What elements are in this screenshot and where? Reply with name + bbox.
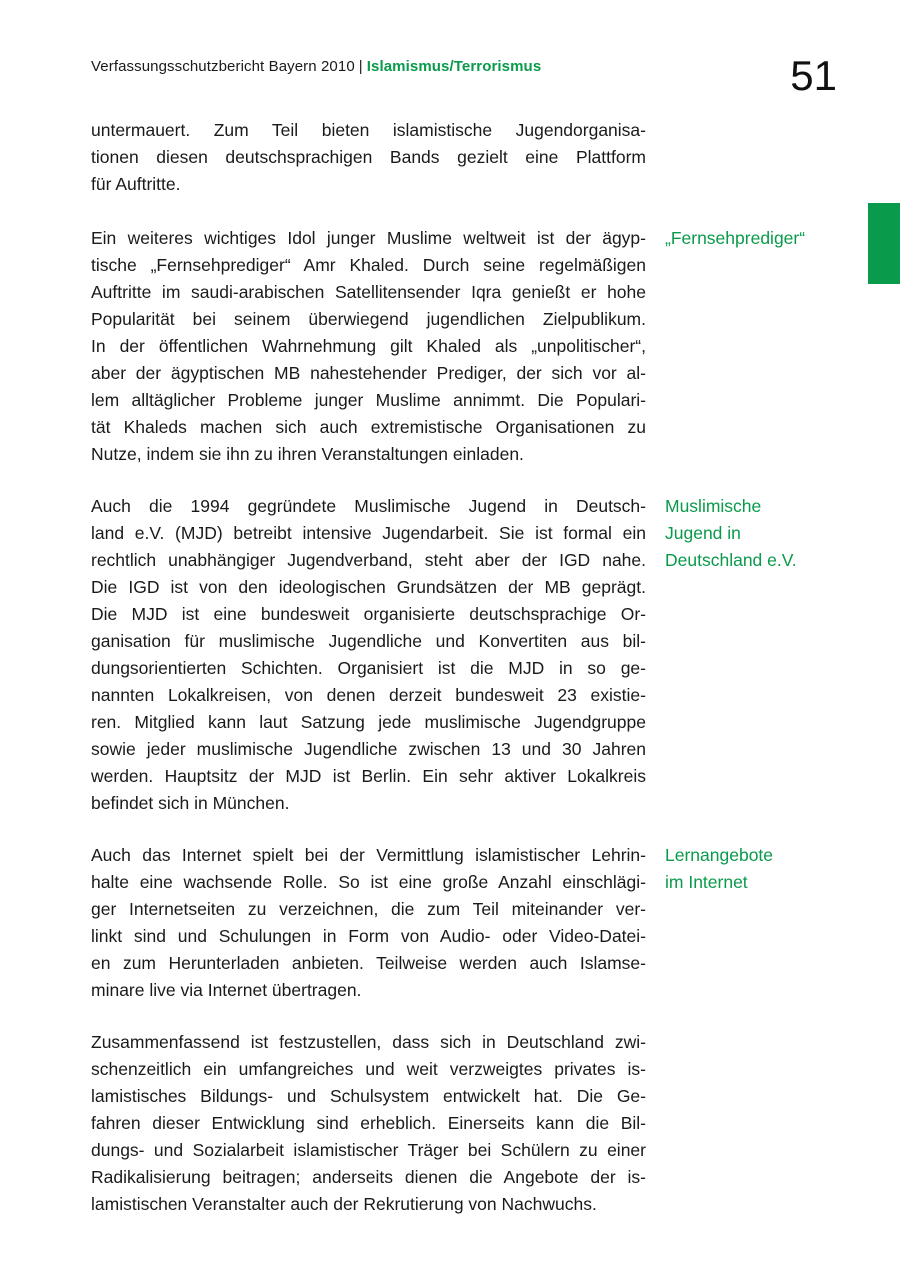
margin-note-line: im Internet bbox=[665, 872, 748, 892]
text-line: Die IGD ist von den ideologischen Grundsätzen der MB geprägt. bbox=[91, 577, 646, 597]
text-line: land e.V. (MJD) betreibt intensive Jugendarbeit. Sie ist formal ein bbox=[91, 523, 646, 543]
text-line: ren. Mitglied kann laut Satzung jede muslimische Jugendgruppe bbox=[91, 712, 646, 732]
text-line: schenzeitlich ein umfangreiches und weit verzweigtes privates is- bbox=[91, 1059, 646, 1079]
margin-note-line: Lernangebote bbox=[665, 845, 774, 865]
running-header bbox=[91, 58, 541, 75]
text-line: untermauert. Zum Teil bieten islamistische Jugendorganisa- bbox=[91, 120, 646, 140]
text-line: lamistischen Veranstalter auch der Rekrutierung von Nachwuchs. bbox=[91, 1194, 597, 1214]
text-line: linkt sind und Schulungen in Form von Audio- oder Video-Datei- bbox=[91, 926, 646, 946]
text-line: lem alltäglicher Probleme junger Muslime annimmt. Die Populari- bbox=[91, 390, 646, 410]
text-line: aber der ägyptischen MB nahestehender Prediger, der sich vor al- bbox=[91, 363, 646, 383]
text-line: tische „Fernsehprediger“ Amr Khaled. Durch seine regelmäßigen bbox=[91, 255, 646, 275]
text-line: befindet sich in München. bbox=[91, 793, 290, 813]
text-line: halte eine wachsende Rolle. So ist eine große Anzahl einschlägi- bbox=[91, 872, 646, 892]
text-line: dungsorientierten Schichten. Organisiert ist die MJD in so ge- bbox=[91, 658, 646, 678]
text-line: In der öffentlichen Wahrnehmung gilt Khaled als „unpolitischer“, bbox=[91, 336, 646, 356]
paragraph-1 bbox=[91, 117, 646, 198]
text-line: rechtlich unabhängiger Jugendverband, steht aber der IGD nahe. bbox=[91, 550, 646, 570]
paragraph-4 bbox=[91, 842, 646, 1004]
text-line: Nutze, indem sie ihn zu ihren Veranstaltungen einladen. bbox=[91, 444, 524, 464]
text-line: werden. Hauptsitz der MJD ist Berlin. Ein sehr aktiver Lokalkreis bbox=[91, 766, 646, 786]
chapter-tab-marker bbox=[868, 203, 900, 284]
text-line: Radikalisierung beitragen; anderseits dienen die Angebote der is- bbox=[91, 1167, 646, 1187]
header-separator: | bbox=[358, 58, 363, 75]
publication-title: Verfassungsschutzbericht Bayern 2010 bbox=[91, 58, 355, 75]
text-line: nannten Lokalkreisen, von denen derzeit bundesweit 23 existie- bbox=[91, 685, 646, 705]
text-line: tät Khaleds machen sich auch extremistische Organisationen zu bbox=[91, 417, 646, 437]
text-line: Auch das Internet spielt bei der Vermittlung islamistischer Lehrin- bbox=[91, 845, 646, 865]
margin-note-line: Muslimische bbox=[665, 496, 762, 516]
margin-note-line: „Fernsehprediger“ bbox=[665, 228, 806, 248]
text-line: dungs- und Sozialarbeit islamistischer Träger bei Schülern zu einer bbox=[91, 1140, 646, 1160]
text-line: Auftritte im saudi-arabischen Satellitensender Iqra genießt er hohe bbox=[91, 282, 646, 302]
page-number: 51 bbox=[790, 52, 837, 99]
text-line: Ein weiteres wichtiges Idol junger Muslime weltweit ist der ägyp- bbox=[91, 228, 646, 248]
text-line: fahren dieser Entwicklung sind erheblich. Einerseits kann die Bil- bbox=[91, 1113, 646, 1133]
margin-note-fernsehprediger bbox=[665, 225, 865, 252]
text-line: en zum Herunterladen anbieten. Teilweise werden auch Islamse- bbox=[91, 953, 646, 973]
text-line: ganisation für muslimische Jugendliche und Konvertiten aus bil- bbox=[91, 631, 646, 651]
text-line: tionen diesen deutschsprachigen Bands gezielt eine Plattform bbox=[91, 147, 646, 167]
paragraph-5 bbox=[91, 1029, 646, 1218]
paragraph-3 bbox=[91, 493, 646, 817]
paragraph-2 bbox=[91, 225, 646, 468]
section-title: Islamismus/Terrorismus bbox=[366, 58, 542, 75]
text-line: lamistisches Bildungs- und Schulsystem entwickelt hat. Die Ge- bbox=[91, 1086, 646, 1106]
text-line: sowie jeder muslimische Jugendliche zwischen 13 und 30 Jahren bbox=[91, 739, 646, 759]
text-line: Die MJD ist eine bundesweit organisierte deutschsprachige Or- bbox=[91, 604, 646, 624]
margin-note-lernangebote bbox=[665, 842, 865, 896]
margin-note-mjd bbox=[665, 493, 865, 574]
text-line: für Auftritte. bbox=[91, 174, 181, 194]
text-line: Zusammenfassend ist festzustellen, dass sich in Deutschland zwi- bbox=[91, 1032, 646, 1052]
margin-note-line: Deutschland e.V. bbox=[665, 550, 797, 570]
text-line: ger Internetseiten zu verzeichnen, die zum Teil miteinander ver- bbox=[91, 899, 646, 919]
text-line: Popularität bei seinem überwiegend jugendlichen Zielpublikum. bbox=[91, 309, 646, 329]
text-line: minare live via Internet übertragen. bbox=[91, 980, 362, 1000]
text-line: Auch die 1994 gegründete Muslimische Jugend in Deutsch- bbox=[91, 496, 646, 516]
margin-note-line: Jugend in bbox=[665, 523, 741, 543]
